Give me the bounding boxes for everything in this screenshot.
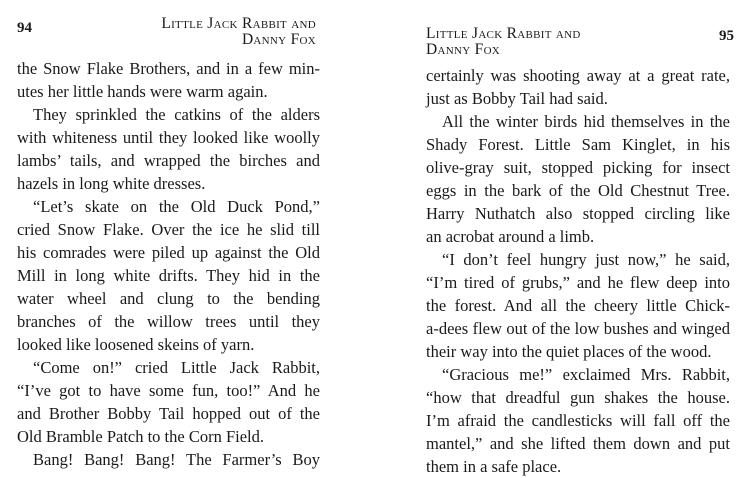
text-line: “how that dreadful gun shakes the house. [426,388,730,407]
running-title-line: Little Jack Rabbit and [426,25,581,42]
left-page [0,0,373,473]
page-number: 95 [719,28,734,44]
text-line: All the winter birds hid themselves in the [442,112,730,131]
running-title-line: Little Jack Rabbit and [161,15,316,32]
text-line: “Gracious me!” exclaimed Mrs. Rabbit, [442,365,730,384]
body-text [426,64,730,478]
text-line: his comrades were piled up against the Old [17,243,320,262]
text-line: “Come on!” cried Little Jack Rabbit, [33,358,320,377]
text-line: olive-gray suit, stopped picking for insect [426,158,730,177]
text-line: “I’ve got to have some fun, too!” And he [17,381,320,400]
text-line: their way into the quiet places of the wood. [426,342,712,361]
text-line: and Brother Bobby Tail hopped out of the [17,404,320,423]
text-line: an acrobat around a limb. [426,227,595,246]
text-line: utes her little hands were warm again. [17,82,268,101]
text-line: “I’m tired of grubs,” and he flew deep into [426,273,730,292]
text-line: hazels in long white dresses. [17,174,206,193]
text-line: mantel,” and she lifted them down and put [426,434,730,453]
text-line: with whiteness until they looked like woolly [17,128,320,147]
text-line: cried Snow Flake. Over the ice he slid till [17,220,320,239]
text-line: them in a safe place. [426,457,562,476]
text-line: the Snow Flake Brothers, and in a few min- [17,59,320,78]
text-line: lambs’ tails, and wrapped the birches and [17,151,320,170]
text-line: “I don’t feel hungry just now,” he said, [442,250,730,269]
text-line: eggs in the bark of the Old Chestnut Tree. [426,181,730,200]
text-line: Mill in long white drifts. They hid in the [17,266,320,285]
text-line: certainly was shooting away at a great rate, [426,66,730,85]
running-title-line: Danny Fox [241,31,316,48]
text-line: the forest. And all the cheery little Chick- [426,296,730,315]
text-line: water wheel and clung to the bending [17,289,320,308]
text-line: branches of the willow trees until they [17,312,320,331]
text-line: Old Bramble Patch to the Corn Field. [17,427,265,446]
running-title [426,26,686,58]
running-title [56,16,316,48]
running-title-line: Danny Fox [426,41,501,58]
text-line: They sprinkled the catkins of the alders [33,105,320,124]
page-number: 94 [17,20,32,36]
text-line: just as Bobby Tail had said. [426,89,608,108]
text-line: “Let’s skate on the Old Duck Pond,” [33,197,320,216]
text-line: a-dees flew out of the low bushes and winged [426,319,730,338]
text-line: Shady Forest. Little Sam Kinglet, in his [426,135,730,154]
text-line: looked like loosened skeins of yarn. [17,335,255,354]
body-text [17,57,320,471]
text-line: Bang! Bang! Bang! The Farmer’s Boy [33,450,320,469]
text-line: I’m afraid the candlesticks will fall off the [426,411,730,430]
text-line: Harry Nuthatch also stopped circling like [426,204,730,223]
right-page [373,0,746,476]
